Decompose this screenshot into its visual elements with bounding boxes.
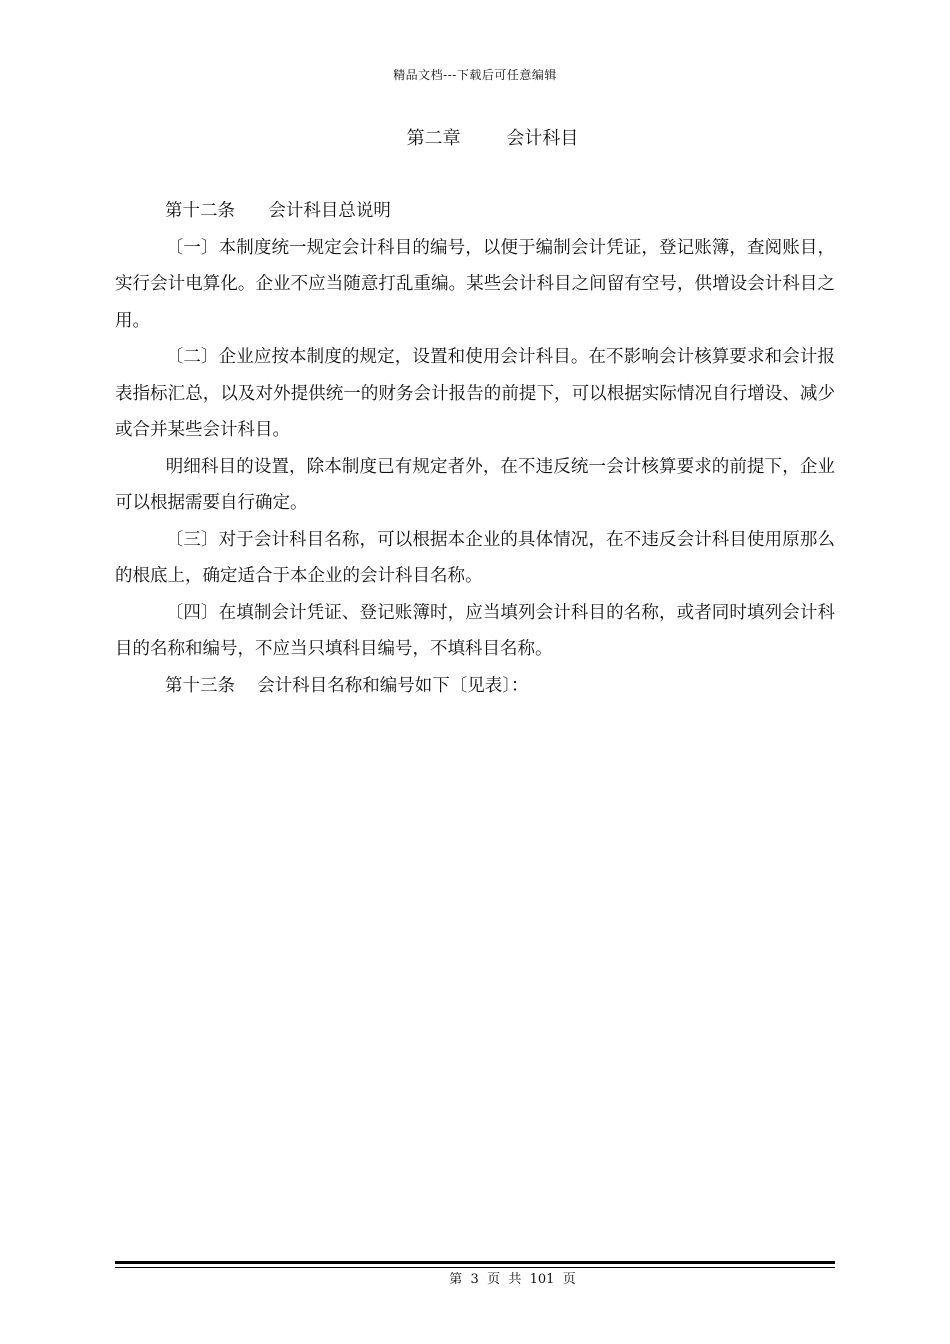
footer-divider [115, 1261, 835, 1268]
article-12-heading: 第十二条 会计科目总说明 [165, 201, 391, 221]
article-13-heading: 第十三条 会计科目名称和编号如下〔见表〕： [165, 675, 529, 696]
paragraph-5: 〔四〕在填制会计凭证、登记账簿时，应当填列会计科目的名称，或者同时填列会计科目的名称和编号，不应当只填科目编号，不填科目名称。 [115, 602, 835, 659]
paragraph-2: 〔二〕企业应按本制度的规定，设置和使用会计科目。在不影响会计核算要求和会计报表指标汇总，以及对外提供统一的财务会计报告的前提下，可以根据实际情况自行增设、减少或合并某些会计科目。 [115, 347, 835, 440]
chapter-title: 第二章 会计科目 [406, 128, 579, 149]
paragraph-3: 明细科目的设置，除本制度已有规定者外，在不违反统一会计核算要求的前提下，企业可以根据需要自行确定。 [115, 456, 835, 513]
paragraph-4: 〔三〕对于会计科目名称，可以根据本企业的具体情况，在不违反会计科目使用原那么的根底上，确定适合于本企业的会计科目名称。 [115, 529, 835, 586]
page-number-footer: 第 3 页 共 101 页 [449, 1272, 576, 1287]
paragraph-1: 〔一〕本制度统一规定会计科目的编号，以便于编制会计凭证，登记账簿，查阅账目，实行会计电算化。企业不应当随意打乱重编。某些会计科目之间留有空号，供增设会计科目之用。 [115, 237, 835, 331]
document-body [115, 193, 835, 704]
header-note: 精品文档---下载后可任意编辑 [393, 68, 557, 82]
